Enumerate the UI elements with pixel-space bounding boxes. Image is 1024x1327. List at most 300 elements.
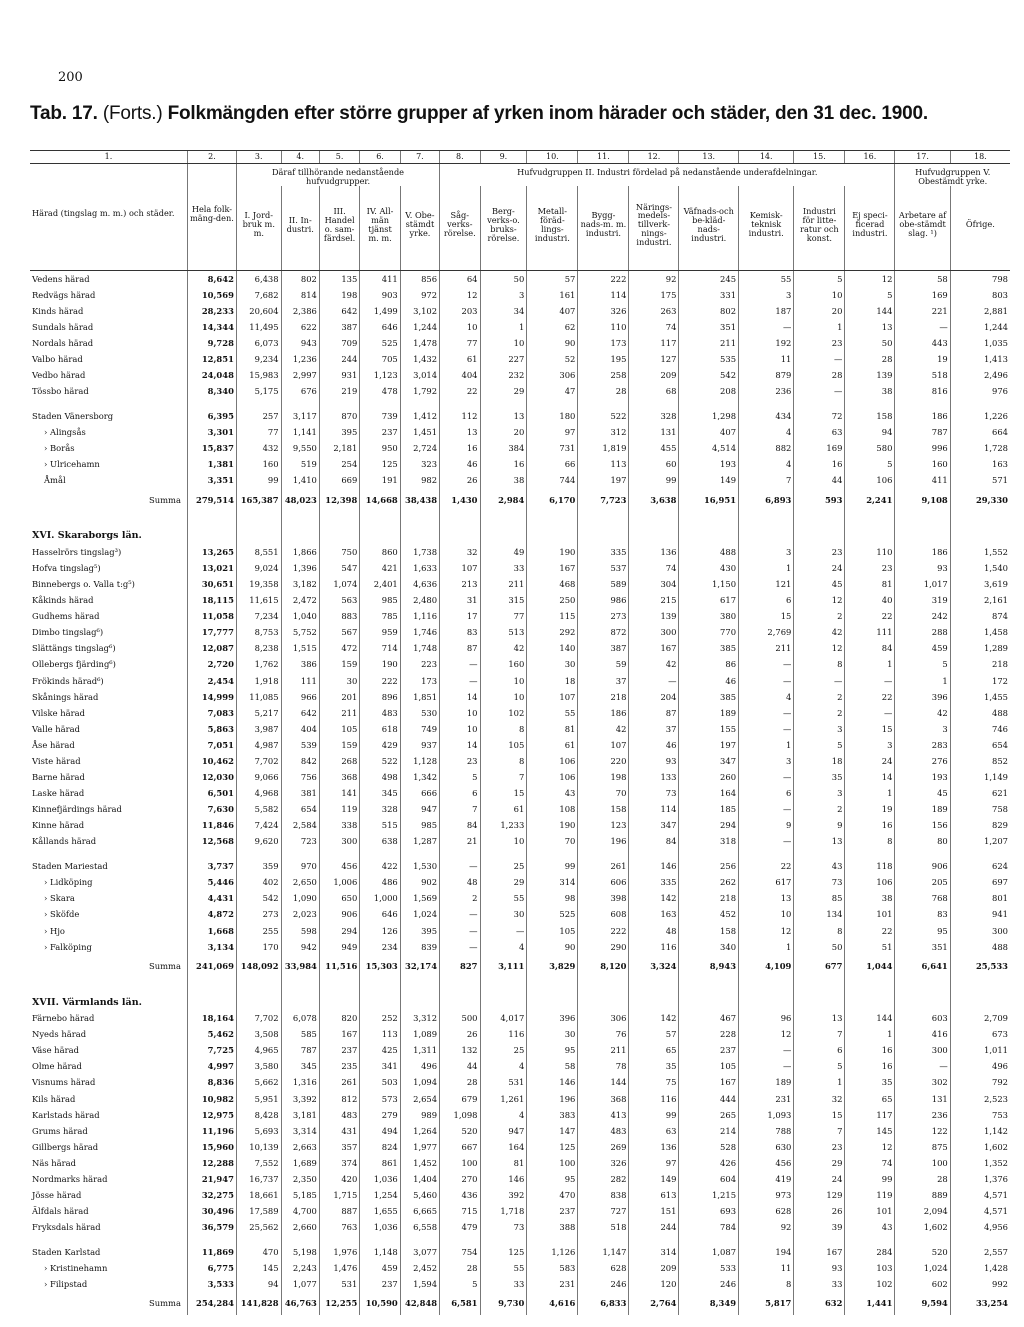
value-cell: 98 — [527, 891, 578, 907]
value-cell: 992 — [950, 1276, 1010, 1292]
district-name: Valbo härad — [32, 354, 83, 365]
value-cell: 852 — [950, 753, 1010, 769]
spacer-cell — [30, 1236, 187, 1245]
value-cell: 385 — [679, 689, 739, 705]
value-cell: 5,462 — [187, 1026, 236, 1042]
value-cell: 92 — [629, 270, 679, 287]
value-cell: 14,344 — [187, 319, 236, 335]
spacer-cell — [236, 850, 281, 859]
table-row — [30, 544, 1010, 560]
value-cell: 1,298 — [679, 408, 739, 424]
column-number: 3. — [236, 151, 281, 164]
value-cell: 1,412 — [400, 408, 439, 424]
column-number: 5. — [319, 151, 359, 164]
value-cell: 6,665 — [400, 1203, 439, 1219]
value-cell: 232 — [480, 367, 527, 383]
value-cell: 160 — [480, 657, 527, 673]
value-cell: 28,233 — [187, 303, 236, 319]
value-cell: 6 — [440, 785, 480, 801]
value-cell: 254,284 — [187, 1292, 236, 1315]
value-cell: 10 — [440, 705, 480, 721]
value-cell: 976 — [950, 383, 1010, 399]
district-name: › Falköping — [44, 941, 92, 952]
value-cell: 5 — [895, 657, 950, 673]
summary-row — [30, 1292, 1010, 1315]
spacer-cell — [281, 977, 319, 1010]
value-cell: 10,462 — [187, 753, 236, 769]
value-cell: 209 — [629, 1260, 679, 1276]
value-cell: — — [480, 923, 527, 939]
value-cell: 785 — [360, 608, 400, 624]
district-name: › Sköfde — [44, 909, 80, 920]
value-cell: 37 — [629, 721, 679, 737]
value-cell: 456 — [739, 1155, 794, 1171]
value-cell: 283 — [895, 737, 950, 753]
value-cell: 669 — [319, 473, 359, 489]
value-cell: 982 — [400, 473, 439, 489]
value-cell: 256 — [679, 858, 739, 874]
spacer-cell — [794, 400, 845, 409]
value-cell: 8,340 — [187, 383, 236, 399]
value-cell: 22 — [440, 383, 480, 399]
value-cell: 503 — [360, 1075, 400, 1091]
value-cell: 8,943 — [679, 955, 739, 977]
value-cell: 155 — [679, 721, 739, 737]
district-name: Staden Mariestad — [32, 861, 108, 872]
value-cell: 26 — [794, 1203, 845, 1219]
value-cell: 116 — [629, 1091, 679, 1107]
value-cell: 1,792 — [400, 383, 439, 399]
value-cell: 30 — [527, 657, 578, 673]
column-number: 14. — [739, 151, 794, 164]
value-cell: 9,730 — [480, 1292, 527, 1315]
value-cell: 413 — [578, 1107, 629, 1123]
value-cell: 12 — [794, 641, 845, 657]
value-cell: 1,089 — [400, 1026, 439, 1042]
value-cell: 44 — [440, 1058, 480, 1074]
value-cell: 842 — [281, 753, 319, 769]
value-cell: 237 — [319, 1042, 359, 1058]
table-body — [30, 270, 1010, 1315]
spacer-cell — [360, 511, 400, 544]
value-cell: 33,984 — [281, 955, 319, 977]
spacer-cell — [440, 511, 480, 544]
value-cell: 133 — [629, 769, 679, 785]
value-cell: 989 — [400, 1107, 439, 1123]
value-cell: 84 — [629, 834, 679, 850]
value-cell: 1,458 — [950, 624, 1010, 640]
value-cell: 531 — [319, 1276, 359, 1292]
district-name: Vilske härad — [32, 707, 85, 718]
value-cell: 8 — [480, 753, 527, 769]
district-name: Karlstads härad — [32, 1109, 100, 1120]
value-cell: 144 — [578, 1075, 629, 1091]
value-cell: 906 — [319, 907, 359, 923]
value-cell: 20 — [480, 424, 527, 440]
value-cell: 9,594 — [895, 1292, 950, 1315]
value-cell: 396 — [895, 689, 950, 705]
value-cell: 96 — [739, 1010, 794, 1026]
value-cell: 43 — [845, 1219, 895, 1235]
table-row — [30, 287, 1010, 303]
spacer-cell — [845, 850, 895, 859]
value-cell: 902 — [400, 874, 439, 890]
spacer-cell — [360, 400, 400, 409]
value-cell: 1,261 — [480, 1091, 527, 1107]
value-cell: 1,819 — [578, 440, 629, 456]
value-cell: 268 — [319, 753, 359, 769]
value-cell: 1,017 — [895, 576, 950, 592]
value-cell: 7,051 — [187, 737, 236, 753]
value-cell: 4,997 — [187, 1058, 236, 1074]
district-name: Vedens härad — [32, 273, 90, 284]
value-cell: 567 — [319, 624, 359, 640]
value-cell: 169 — [895, 287, 950, 303]
spacer-cell — [319, 511, 359, 544]
value-cell: 4 — [739, 689, 794, 705]
table-row — [30, 705, 1010, 721]
value-cell: 4,109 — [739, 955, 794, 977]
value-cell: 270 — [440, 1171, 480, 1187]
column-number: 12. — [629, 151, 679, 164]
value-cell: 537 — [578, 560, 629, 576]
value-cell: 2,724 — [400, 440, 439, 456]
value-cell: 18,661 — [236, 1187, 281, 1203]
value-cell: 522 — [360, 753, 400, 769]
value-cell: 8,238 — [236, 641, 281, 657]
value-cell: 11,615 — [236, 592, 281, 608]
value-cell: 254 — [319, 456, 359, 472]
table-row — [30, 1155, 1010, 1171]
spacer-cell — [187, 511, 236, 544]
value-cell: 30,651 — [187, 576, 236, 592]
value-cell: 18,115 — [187, 592, 236, 608]
value-cell: 131 — [629, 424, 679, 440]
value-cell: 74 — [629, 319, 679, 335]
column-number: 13. — [679, 151, 739, 164]
value-cell: 15 — [739, 608, 794, 624]
district-name: Nordals härad — [32, 338, 94, 349]
district-name: Grums härad — [32, 1125, 88, 1136]
value-cell: 3,580 — [236, 1058, 281, 1074]
value-cell: 192 — [739, 335, 794, 351]
value-cell: 161 — [527, 287, 578, 303]
value-cell: 642 — [281, 705, 319, 721]
value-cell: 78 — [578, 1058, 629, 1074]
value-cell: 1,413 — [950, 351, 1010, 367]
value-cell: 15 — [845, 721, 895, 737]
spacer-cell — [400, 850, 439, 859]
value-cell: 323 — [400, 456, 439, 472]
value-cell: 11 — [739, 351, 794, 367]
value-cell: 236 — [895, 1107, 950, 1123]
header-unspecified: Ej speci-ficerad industri. — [845, 186, 895, 264]
value-cell: 693 — [679, 1203, 739, 1219]
value-cell: 1,540 — [950, 560, 1010, 576]
value-cell: 48 — [440, 874, 480, 890]
value-cell: 23 — [794, 335, 845, 351]
value-cell: 269 — [578, 1139, 629, 1155]
value-cell: 2,454 — [187, 673, 236, 689]
value-cell: 14,668 — [360, 489, 400, 511]
value-cell: 488 — [679, 544, 739, 560]
value-cell: — — [739, 673, 794, 689]
value-cell: 12 — [794, 592, 845, 608]
spacer-cell — [400, 977, 439, 1010]
value-cell: 5,175 — [236, 383, 281, 399]
table-row — [30, 576, 1010, 592]
header-row-top — [30, 164, 1010, 186]
value-cell: — — [739, 769, 794, 785]
value-cell: 1,074 — [319, 576, 359, 592]
value-cell: 1,044 — [845, 955, 895, 977]
value-cell: 617 — [739, 874, 794, 890]
value-cell: 5,198 — [281, 1244, 319, 1260]
value-cell: 542 — [236, 891, 281, 907]
spacer-cell — [480, 400, 527, 409]
value-cell: 5,446 — [187, 874, 236, 890]
value-cell: 26 — [440, 1026, 480, 1042]
value-cell: 6,775 — [187, 1260, 236, 1276]
value-cell: 431 — [319, 1123, 359, 1139]
value-cell: — — [739, 801, 794, 817]
value-cell: 1,918 — [236, 673, 281, 689]
value-cell: 1,499 — [360, 303, 400, 319]
value-cell: 387 — [578, 641, 629, 657]
value-cell: 2,654 — [400, 1091, 439, 1107]
value-cell: 608 — [578, 907, 629, 923]
value-cell: 1,530 — [400, 858, 439, 874]
value-cell: 6,558 — [400, 1219, 439, 1235]
value-cell: 127 — [629, 351, 679, 367]
value-cell: 5,863 — [187, 721, 236, 737]
value-cell: 16 — [845, 818, 895, 834]
value-cell: 211 — [679, 335, 739, 351]
spacer-cell — [480, 977, 527, 1010]
value-cell: 4,987 — [236, 737, 281, 753]
value-cell: 73 — [794, 874, 845, 890]
value-cell: 1,404 — [400, 1171, 439, 1187]
value-cell: 186 — [895, 544, 950, 560]
value-cell: 3,301 — [187, 424, 236, 440]
value-cell: 32,275 — [187, 1187, 236, 1203]
value-cell: 236 — [739, 383, 794, 399]
value-cell: 5,460 — [400, 1187, 439, 1203]
value-cell: 8,120 — [578, 955, 629, 977]
value-cell: 63 — [629, 1123, 679, 1139]
value-cell: 97 — [527, 424, 578, 440]
value-cell: 1,006 — [319, 874, 359, 890]
value-cell: 1,668 — [187, 923, 236, 939]
spacer-cell — [319, 977, 359, 1010]
value-cell: 4,956 — [950, 1219, 1010, 1235]
value-cell: 520 — [895, 1244, 950, 1260]
value-cell: 125 — [527, 1139, 578, 1155]
spacer-cell — [236, 511, 281, 544]
value-cell: 357 — [319, 1139, 359, 1155]
value-cell: 55 — [527, 705, 578, 721]
district-name: Binnebergs o. Valla t:g⁵) — [32, 578, 135, 589]
value-cell: 827 — [440, 955, 480, 977]
value-cell: 16 — [440, 440, 480, 456]
value-cell: 3,737 — [187, 858, 236, 874]
value-cell: 1,718 — [480, 1203, 527, 1219]
table-row — [30, 367, 1010, 383]
value-cell: 1,287 — [400, 834, 439, 850]
value-cell: 432 — [236, 440, 281, 456]
value-cell: 494 — [360, 1123, 400, 1139]
value-cell: 1,215 — [679, 1187, 739, 1203]
value-cell: 205 — [895, 874, 950, 890]
value-cell: 8,349 — [679, 1292, 739, 1315]
value-cell: 146 — [480, 1171, 527, 1187]
value-cell: 222 — [360, 673, 400, 689]
value-cell: 30 — [319, 673, 359, 689]
value-cell: 194 — [739, 1244, 794, 1260]
table-row — [30, 753, 1010, 769]
value-cell: 2,161 — [950, 592, 1010, 608]
value-cell: 65 — [845, 1091, 895, 1107]
value-cell: 7,630 — [187, 801, 236, 817]
value-cell: 9,108 — [895, 489, 950, 511]
value-cell: 246 — [679, 1276, 739, 1292]
spacer-cell — [30, 400, 187, 409]
table-row — [30, 923, 1010, 939]
value-cell: 1,128 — [400, 753, 439, 769]
value-cell: 260 — [679, 769, 739, 785]
district-name: › Ulricehamn — [44, 459, 100, 470]
value-cell: 87 — [440, 641, 480, 657]
table-row — [30, 858, 1010, 874]
value-cell: 749 — [400, 721, 439, 737]
value-cell: 59 — [578, 657, 629, 673]
value-cell: 93 — [895, 560, 950, 576]
spacer-cell — [679, 1236, 739, 1245]
value-cell: 77 — [236, 424, 281, 440]
value-cell: 74 — [845, 1155, 895, 1171]
value-cell: 1,476 — [319, 1260, 359, 1276]
value-cell: 132 — [440, 1042, 480, 1058]
value-cell: 196 — [578, 834, 629, 850]
value-cell: 21,947 — [187, 1171, 236, 1187]
value-cell: 723 — [281, 834, 319, 850]
value-cell: 90 — [527, 939, 578, 955]
value-cell: 937 — [400, 737, 439, 753]
continuation-note: (Forts.) — [102, 103, 163, 124]
value-cell: 189 — [679, 705, 739, 721]
value-cell: 294 — [679, 818, 739, 834]
value-cell: 4,968 — [236, 785, 281, 801]
value-cell: 519 — [281, 456, 319, 472]
value-cell: 422 — [360, 858, 400, 874]
value-cell: 58 — [895, 270, 950, 287]
table-row — [30, 1260, 1010, 1276]
spacer-cell — [527, 1236, 578, 1245]
value-cell: 3,102 — [400, 303, 439, 319]
value-cell: 85 — [794, 891, 845, 907]
value-cell: 9 — [739, 818, 794, 834]
value-cell: 1,455 — [950, 689, 1010, 705]
value-cell: 467 — [679, 1010, 739, 1026]
value-cell: 3,182 — [281, 576, 319, 592]
value-cell: 522 — [578, 408, 629, 424]
value-cell: 42 — [794, 624, 845, 640]
value-cell: 77 — [440, 335, 480, 351]
value-cell: 7 — [794, 1123, 845, 1139]
value-cell: 11,846 — [187, 818, 236, 834]
value-cell: 246 — [578, 1276, 629, 1292]
table-row — [30, 1203, 1010, 1219]
value-cell: 108 — [527, 801, 578, 817]
value-cell: 36,579 — [187, 1219, 236, 1235]
district-name: Näs härad — [32, 1157, 77, 1168]
value-cell: 42,848 — [400, 1292, 439, 1315]
value-cell: 213 — [440, 576, 480, 592]
value-cell: 231 — [739, 1091, 794, 1107]
value-cell: 744 — [527, 473, 578, 489]
spacer-cell — [895, 977, 950, 1010]
value-cell: 116 — [629, 939, 679, 955]
value-cell: 20 — [794, 303, 845, 319]
value-cell: 30 — [527, 1026, 578, 1042]
value-cell: 666 — [400, 785, 439, 801]
value-cell: 15,837 — [187, 440, 236, 456]
value-cell: 125 — [360, 456, 400, 472]
value-cell: 3,392 — [281, 1091, 319, 1107]
value-cell: 80 — [895, 834, 950, 850]
value-cell: 875 — [895, 1139, 950, 1155]
spacer-cell — [629, 977, 679, 1010]
value-cell: 628 — [739, 1203, 794, 1219]
value-cell: 315 — [480, 592, 527, 608]
spacer-cell — [794, 977, 845, 1010]
value-cell: 2 — [794, 689, 845, 705]
value-cell: — — [739, 834, 794, 850]
table-row — [30, 335, 1010, 351]
value-cell: 13 — [440, 424, 480, 440]
value-cell: 8 — [739, 1276, 794, 1292]
value-cell: 172 — [950, 673, 1010, 689]
table-row — [30, 351, 1010, 367]
value-cell: 46 — [679, 673, 739, 689]
value-cell: 3,134 — [187, 939, 236, 955]
value-cell: 149 — [679, 473, 739, 489]
value-cell: 40 — [845, 592, 895, 608]
value-cell: 374 — [319, 1155, 359, 1171]
value-cell: 5,693 — [236, 1123, 281, 1139]
value-cell: 140 — [527, 641, 578, 657]
value-cell: 459 — [360, 1260, 400, 1276]
value-cell: 276 — [895, 753, 950, 769]
spacer-cell — [950, 850, 1010, 859]
value-cell: 221 — [895, 303, 950, 319]
value-cell: 801 — [950, 891, 1010, 907]
spacer-cell — [319, 850, 359, 859]
header-trade: III. Handel o. sam-färdsel. — [319, 186, 359, 264]
value-cell: 436 — [440, 1187, 480, 1203]
value-cell: 4,571 — [950, 1203, 1010, 1219]
value-cell: 185 — [679, 801, 739, 817]
value-cell: 3 — [845, 737, 895, 753]
value-cell: 518 — [578, 1219, 629, 1235]
value-cell: 99 — [629, 473, 679, 489]
district-name: › Hjo — [44, 925, 65, 936]
value-cell: 33,254 — [950, 1292, 1010, 1315]
value-cell: 4 — [480, 1107, 527, 1123]
value-cell: 604 — [679, 1171, 739, 1187]
value-cell: 52 — [527, 351, 578, 367]
value-cell: 42 — [578, 721, 629, 737]
